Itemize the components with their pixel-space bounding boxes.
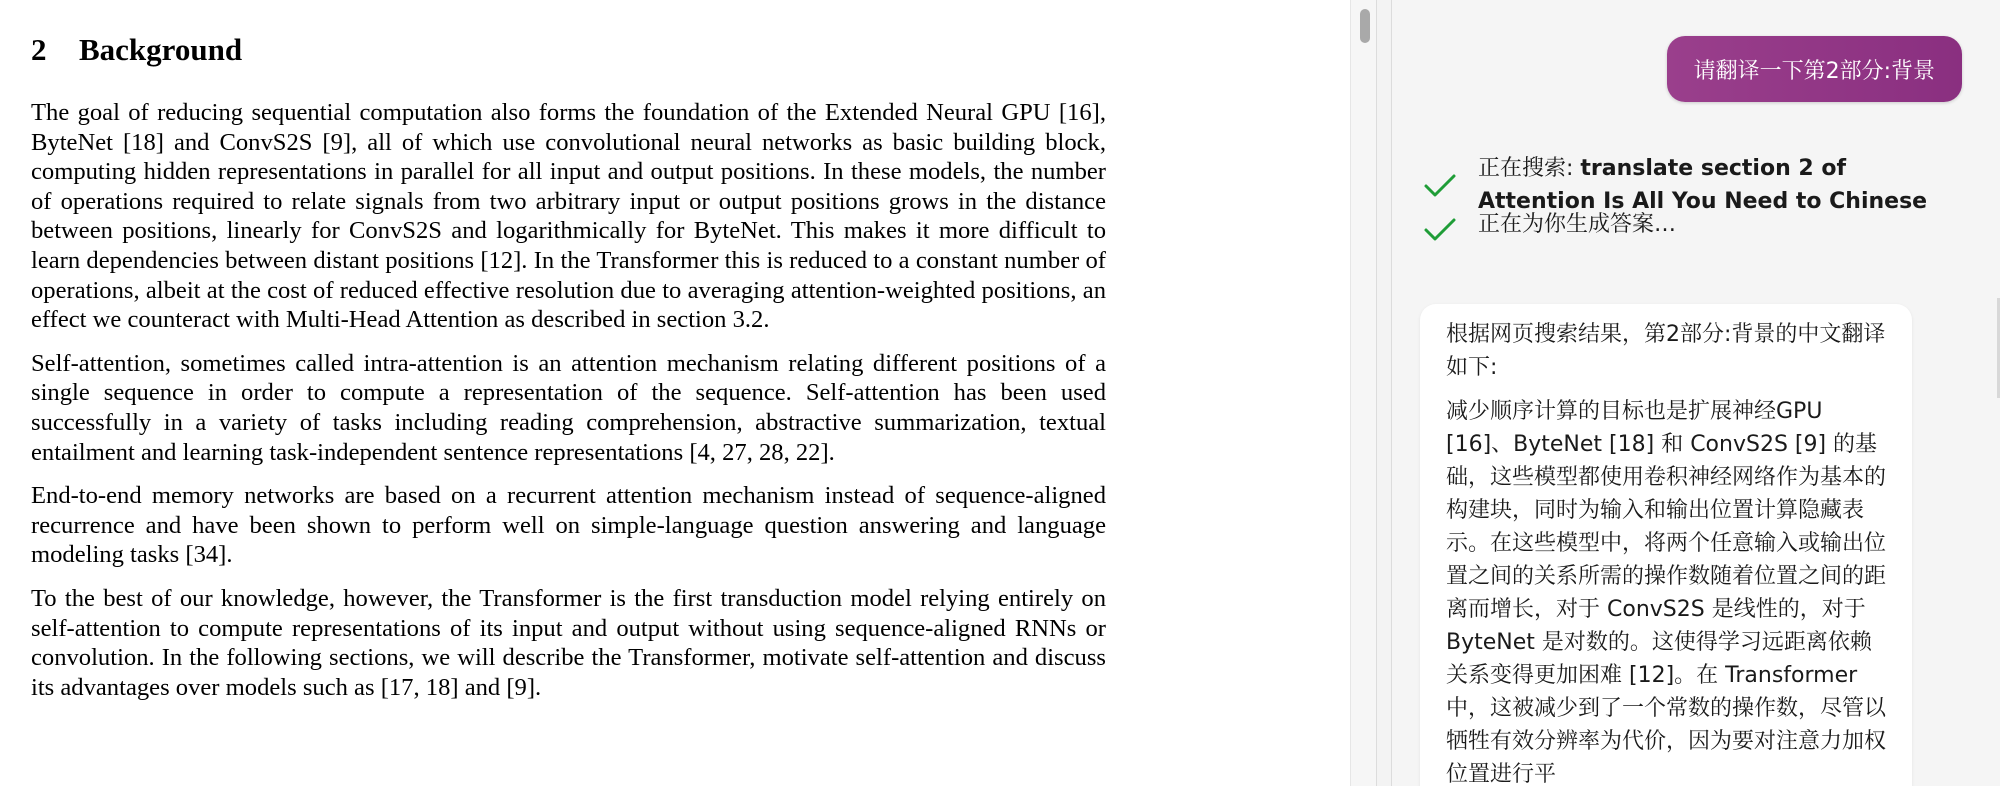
assistant-answer-card <box>1420 304 1912 786</box>
generating-step <box>1422 208 1962 247</box>
paragraph-1: The goal of reducing sequential computation also forms the foundation of the Extended Neural GPU [16], ByteNet [18] and ConvS2S [9], all of which use convolutional neural networks as basic building block, computing hidden representations in parallel for all input and output positions. In these models, the number of operations required to relate signals from two arbitrary input or output positions grows in the distance between positions, linearly for ConvS2S and logarithmically for ByteNet. This makes it more difficult to learn dependencies between distant positions [12]. In the Transformer this is reduced to a constant number of operations, albeit at the cost of reduced effective resolution due to averaging attention-weighted positions, an effect we counteract with Multi-Head Attention as described in section 3.2. <box>31 99 1106 334</box>
generating-step-label: 正在为你生成答案… <box>1478 212 1677 237</box>
section-number: 2 <box>31 32 47 67</box>
section-title: Background <box>79 32 243 67</box>
paragraph-4: To the best of our knowledge, however, the Transformer is the first transduction model relying entirely on self-attention to compute representations of its input and output without using sequence-aligned RNNs or convolution. In the following sections, we will describe the Transformer, motivate self-attention and discuss its advantages over models such as [17, 18] and [9]. <box>31 584 1106 701</box>
chat-sidebar <box>1392 0 2000 786</box>
paragraph-3: End-to-end memory networks are based on a recurrent attention mechanism instead of sequence-aligned recurrence and have been shown to perform well on simple-language question answering and language modeling tasks [34]. <box>31 482 1106 569</box>
search-step-label: 正在搜索: <box>1478 156 1581 181</box>
answer-body: 减少顺序计算的目标也是扩展神经GPU [16]、ByteNet [18] 和 ConvS2S [9] 的基础，这些模型都使用卷积神经网络作为基本的构建块，同时为输入和输出位置计算隐藏表示。在这些模型中，将两个任意输入或输出位置之间的关系所需的操作数随着位置之间的距离而增长，对于 ConvS2S 是线性的，对于 ByteNet 是对数的。这使得学习远距离依赖关系变得更加困难 [12]。在 Transformer 中，这被减少到了一个常数的操作数，尽管以牺牲有效分辨率为代价，因为要对注意力加权位置进行平 <box>1446 399 1887 786</box>
check-icon <box>1422 167 1458 203</box>
document-content <box>31 28 1106 716</box>
pane-resize-handle[interactable] <box>1376 0 1392 786</box>
check-icon <box>1422 211 1458 247</box>
document-scrollbar-thumb[interactable] <box>1360 9 1370 43</box>
user-message-bubble: 请翻译一下第2部分:背景 <box>1667 36 1962 102</box>
paragraph-2: Self-attention, sometimes called intra-attention is an attention mechanism relating different positions of a single sequence in order to compute a representation of the sequence. Self-attention has been used successfully in a variety of tasks including reading comprehension, abstractive summarization, textual entailment and learning task-independent sentence representations [4, 27, 28, 22]. <box>31 349 1106 466</box>
section-heading <box>31 28 1106 72</box>
document-scrollbar[interactable] <box>1350 0 1377 786</box>
answer-intro: 根据网页搜索结果，第2部分:背景的中文翻译如下: <box>1446 322 1886 380</box>
search-query: translate section 2 of Attention Is All You Need to Chinese <box>1478 156 1928 214</box>
